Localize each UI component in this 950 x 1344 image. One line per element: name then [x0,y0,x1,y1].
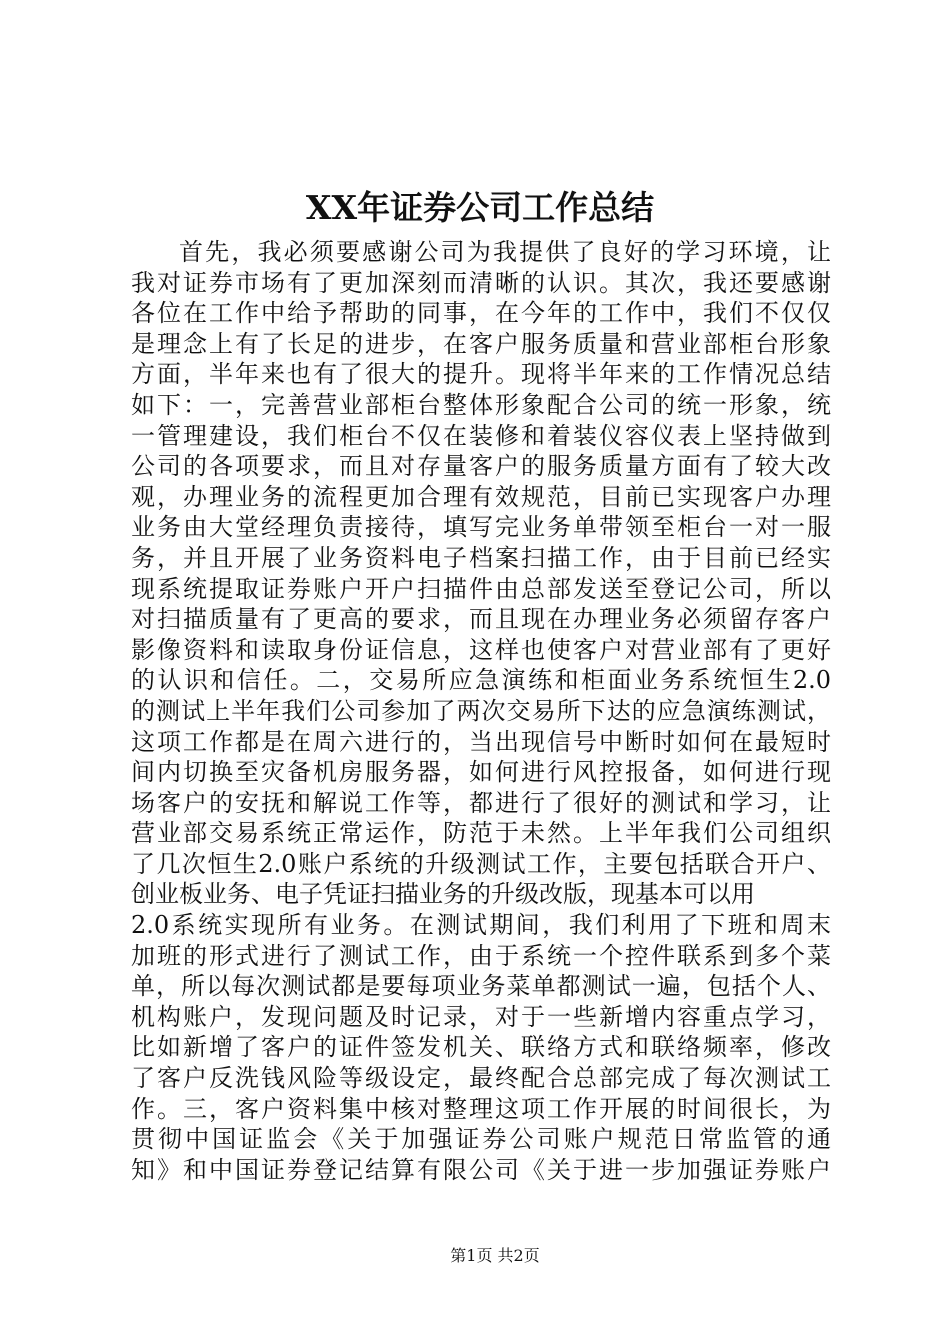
body-line: 比如新增了客户的证件签发机关、联络方式和联络频率，修改 [131,1033,831,1062]
body-line: 2.0系统实现所有业务。在测试期间，我们利用了下班和周末 [131,911,831,940]
body-line: 各位在工作中给予帮助的同事，在今年的工作中，我们不仅仅 [131,299,831,328]
body-line: 作。三，客户资料集中核对整理这项工作开展的时间很长，为 [131,1094,831,1123]
body-line: 的测试上半年我们公司参加了两次交易所下达的应急演练测试， [131,696,831,725]
body-line: 了几次恒生2.0账户系统的升级测试工作，主要包括联合开户、 [131,849,831,878]
body-line: 营业部交易系统正常运作，防范于未然。上半年我们公司组织 [131,819,831,848]
body-line: 我对证券市场有了更加深刻而清晰的认识。其次，我还要感谢 [131,268,831,297]
body-line: 业务由大堂经理负责接待，填写完业务单带领至柜台一对一服 [131,513,831,542]
body-line: 加班的形式进行了测试工作，由于系统一个控件联系到多个菜 [131,941,831,970]
body-line: 务，并且开展了业务资料电子档案扫描工作，由于目前已经实 [131,543,831,572]
body-line: 是理念上有了长足的进步，在客户服务质量和营业部柜台形象 [131,329,831,358]
body-line: 创业板业务、电子凭证扫描业务的升级改版，现基本可以用 [131,880,755,909]
body-line: 这项工作都是在周六进行的，当出现信号中断时如何在最短时 [131,727,831,756]
document-body [131,237,831,1185]
body-line: 方面，半年来也有了很大的提升。现将半年来的工作情况总结 [131,360,831,389]
body-line: 场客户的安抚和解说工作等，都进行了很好的测试和学习，让 [131,788,831,817]
document-title: XX年证券公司工作总结 [305,188,655,227]
body-line: 机构账户，发现问题及时记录，对于一些新增内容重点学习， [131,1002,831,1031]
body-line: 了客户反洗钱风险等级设定，最终配合总部完成了每次测试工 [131,1064,831,1093]
body-line: 首先，我必须要感谢公司为我提供了良好的学习环境，让 [179,238,831,266]
body-line: 一管理建设，我们柜台不仅在装修和着装仪容仪表上坚持做到 [131,421,831,450]
body-line: 知》和中国证券登记结算有限公司《关于进一步加强证券账户 [131,1155,831,1184]
body-line: 对扫描质量有了更高的要求，而且现在办理业务必须留存客户 [131,605,831,634]
body-line: 现系统提取证券账户开户扫描件由总部发送至登记公司，所以 [131,574,831,603]
page-number-footer: 第1页 共2页 [450,1246,540,1265]
body-line: 贯彻中国证监会《关于加强证券公司账户规范日常监管的通 [131,1125,831,1154]
body-line: 影像资料和读取身份证信息，这样也使客户对营业部有了更好 [131,635,831,664]
body-line: 如下：一，完善营业部柜台整体形象配合公司的统一形象，统 [131,390,831,419]
body-line: 的认识和信任。二，交易所应急演练和柜面业务系统恒生2.0 [131,666,831,695]
body-line: 单，所以每次测试都是要每项业务菜单都测试一遍，包括个人、 [131,972,831,1001]
body-line: 观，办理业务的流程更加合理有效规范，目前已实现客户办理 [131,482,831,511]
body-line: 公司的各项要求，而且对存量客户的服务质量方面有了较大改 [131,452,831,481]
body-line: 间内切换至灾备机房服务器，如何进行风控报备，如何进行现 [131,758,831,787]
